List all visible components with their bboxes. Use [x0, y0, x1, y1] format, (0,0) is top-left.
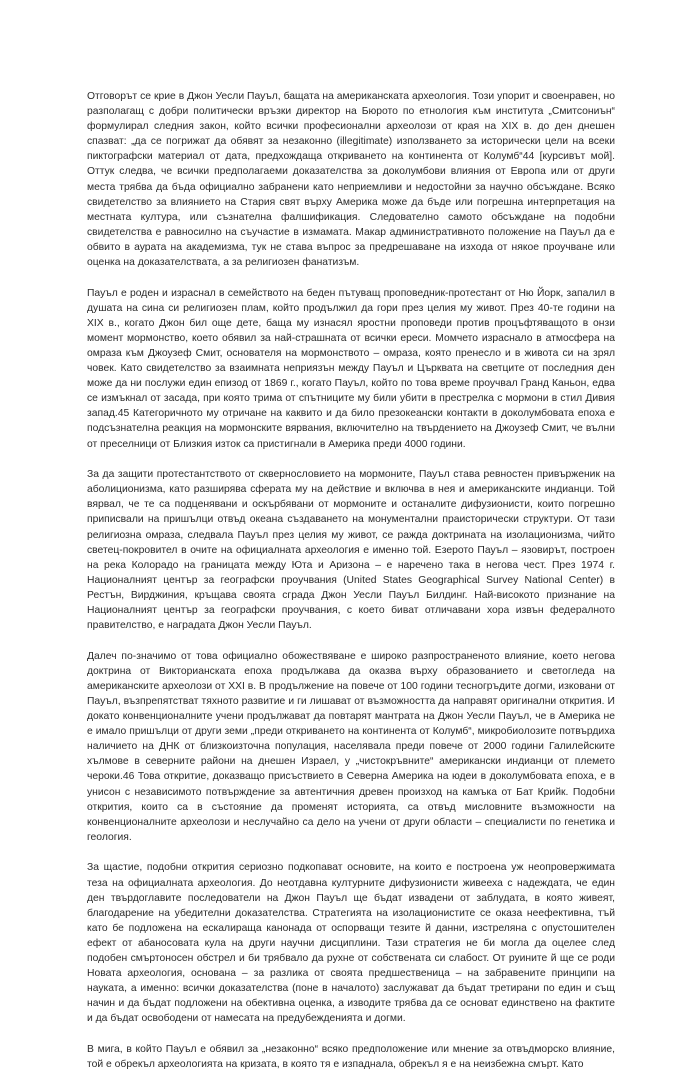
paragraph-1: Отговорът се крие в Джон Уесли Пауъл, бащата на американската археология. Този упорит и своенравен, но разполагащ с добри политически връзки директор на Бюрото по етнология към института „Смитсониън“ формулирал следния закон, който всички професионални археолози от края на XIX в. до ден днешен спазват: „да се погрижат да обявят за незаконно (illegitimate) използването за исторически цели на всеки пиктографски материал от дата, предхождаща откриването на континента от Колумб“44 [курсивът мой]. Оттук следва, че всички предполагаеми доказателства за доколумбови влияния от Европа или от други места трябва да бъда официално забранени като неприемливи и недостойни за научно обсъждане. Всяко свидетелство за влиянието на Стария свят върху Америка може да бъде или погрешна интерпретация на местната култура, или съзнателна фалшификация. Следователно самото обсъждане на подобни свидетелства е равносилно на съучастие в измамата. Макар административното положение на Пауъл да е обвито в аурата на академизма, тук не става въпрос за предрешаване на изхода от някое проучване или оценка на доказателствата, а за религиозен фанатизъм. — [87, 91, 615, 269]
document-page — [87, 89, 615, 1072]
paragraph-5: За щастие, подобни открития сериозно подкопават основите, на които е построена уж неопровержимата теза на официалната археология. До неотдавна културните дифузионисти живееха с надеждата, че един ден твърдоглавите последователи на Джон Пауъл ще бъдат извадени от заблудата, в която живеят, благодарение на убедителни доказателства. Стратегията на изолационистите се оказа неефективна, тъй като бе подложена на ескалираща канонада от оспорващи тезите й данни, изстреляна с опустошителен ефект от абаносовата кула на други научни дисциплини. Тази стратегия не би могла да оцелее след подобен смъртоносен обстрел и би трябвало да рухне от собствената си слабост. От руините й ще се роди Новата археология, основана – за разлика от своята предшественица – на забравените принципи на науката, а именно: всички доказателства (поне в началото) заслужават да бъдат третирани по един и същ начин и да бъдат подложени на обективна оценка, а изводите трябва да се основат единствено на фактите и да бъдат освободени от намесата на предубежденията и догми. — [87, 862, 615, 1025]
paragraph-2: Пауъл е роден и израснал в семейството на беден пътуващ проповедник-протестант от Ню Йорк, запалил в душата на сина си религиозен плам, който продължил да гори през целия му живот. През 40-те години на XIX в., когато Джон бил още дете, баща му изнасял яростни проповеди против процъфтяващото в онзи момент мормонство, което обявил за най-страшната от всички ереси. Момчето израснало в атмосфера на омраза към Джоузеф Смит, основателя на мормонството – омраза, която пренесло и в живота си на зрял човек. Като свидетелство за взаимната неприязън между Пауъл и Църквата на светците от последния ден може да ни послужи един епизод от 1869 г., когато Пауъл, който по това време проучвал Гранд Каньон, едва се измъкнал от засада, при която трима от спътниците му били убити в престрелка с мормони в стил Дивия запад.45 Категоричното му отричане на каквито и да било презокеански контакти в доколумбовата епоха е подсъзнателна реакция на мормонските вярвания, включително на твърдението на Джоузеф Смит, че вълни от преселници от Близкия изток са пристигнали в Америка преди 4000 години. — [87, 287, 615, 450]
paragraph-4: Далеч по-значимо от това официално обожествяване е широко разпространеното влияние, което негова доктрина от Викторианската епоха продължава да оказва върху образованието и светогледа на американските археолози от XXI в. В продължение на повече от 100 години тесногръдите догми, изковани от Пауъл, възпрепятстват тяхното развитие и ги лишават от възможността да направят оригинални открития. И докато конвенционалните учени продължават да повтарят мантрата на Джон Уесли Пауъл, че в Америка не е имало пришълци от други земи „преди откриването на континента от Колумб“, микробиолозите потвърдиха наличието на ДНК от близкоизточна популация, населявала преди повече от 2000 години Галилейските хълмове в северните райони на днешен Израел, у „чистокръвните“ американски индианци от племето чероки.46 Това откритие, доказващо присъствието в Северна Америка на юдеи в доколумбовата епоха, е в унисон с независимото потвърждение за автентичния древен произход на камъка от Бат Крийк. Подобни открития, които са в състояние да променят историята, са отвъд мисловните възможности на конвенционалните археолози и неслучайно са дело на учени от други области – специалисти по генетика и геология. — [87, 650, 615, 843]
paragraph-3: За да защити протестантството от сквернословието на мормоните, Пауъл става ревностен привърженик на аболиционизма, като разширява сферата му на действие и включва в нея и американските индианци. Той вярвал, че те са подценявани и оскърбявани от мормоните и останалите дифузионисти, които погрешно приписвали на пришълци отвъд океана създаването на монументални праисторически структури. От тази религиозна омраза, следвала Пауъл през целия му живот, се ражда доктрината на изолационизма, чийто светец-покровител в очите на официалната археология е именно той. Езерото Пауъл – язовирът, построен на река Колорадо на границата между Юта и Аризона – е наречено така в негова чест. През 1974 г. Националният център за географски проучвания (United States Geographical Survey National Center) в Рестън, Вирджиния, кръщава своята сграда Джон Уесли Пауъл Билдинг. Най-високото признание на Националният център за географски проучвания, с което биват отличавани хора извън федералното правителство, е наградата Джон Уесли Пауъл. — [87, 469, 615, 632]
paragraph-6: В мига, в който Пауъл е обявил за „незаконно“ всяко предположение или мнение за отвъдморско влияние, той е обрекъл археологията на кризата, в която тя е изпаднала, обрекъл я е на неизбежна смърт. Като — [87, 1043, 615, 1071]
